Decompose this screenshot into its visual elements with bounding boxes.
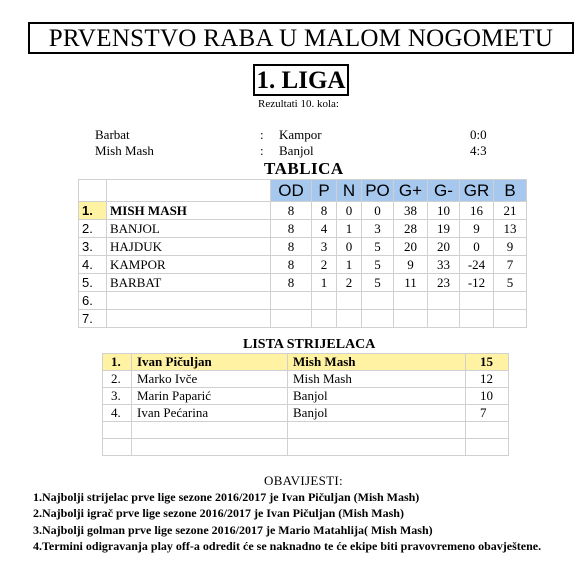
col-po: PO [362, 180, 394, 202]
scorer-name [132, 422, 288, 439]
stat-cell: 8 [271, 238, 312, 256]
standings-title: TABLICA [264, 159, 344, 178]
stat-cell: 38 [394, 202, 428, 220]
team-cell [107, 292, 271, 310]
stat-cell: 11 [394, 274, 428, 292]
stat-cell [460, 310, 494, 328]
result-1-score: 0:0 [470, 127, 487, 142]
table-row [103, 371, 509, 388]
stat-cell: 2 [312, 256, 337, 274]
stat-cell [337, 292, 362, 310]
stat-cell [362, 292, 394, 310]
scorer-rank: 4. [103, 405, 132, 422]
stat-cell: 7 [494, 256, 527, 274]
team-cell: BANJOL [107, 220, 271, 238]
stat-cell [271, 310, 312, 328]
stat-cell: 13 [494, 220, 527, 238]
table-row [79, 238, 527, 256]
stat-cell: 3 [362, 220, 394, 238]
stat-cell: 9 [460, 220, 494, 238]
scorer-name: Marin Paparić [132, 388, 288, 405]
rank-cell: 4. [79, 256, 107, 274]
notice-item: 2.Najbolji igrač prve lige sezone 2016/2017 je Ivan Pičuljan (Mish Mash) [33, 506, 404, 521]
rank-cell: 6. [79, 292, 107, 310]
table-row [103, 405, 509, 422]
stat-cell: 33 [428, 256, 460, 274]
stat-cell [312, 310, 337, 328]
stat-cell [494, 292, 527, 310]
stat-cell: 1 [312, 274, 337, 292]
team-cell: KAMPOR [107, 256, 271, 274]
scorer-goals: 10 [466, 388, 509, 405]
stat-cell: -24 [460, 256, 494, 274]
stat-cell: 0 [460, 238, 494, 256]
result-1-sep: : [260, 127, 264, 142]
standings-header-row [79, 180, 527, 202]
col-b: B [494, 180, 527, 202]
team-cell: HAJDUK [107, 238, 271, 256]
scorer-rank: 1. [103, 354, 132, 371]
notice-item: 3.Najbolji golman prve lige sezone 2016/2017 je Mario Matahlija( Mish Mash) [33, 522, 433, 537]
table-row [103, 354, 509, 371]
notices-title: OBAVIJESTI: [264, 473, 343, 488]
table-row [103, 388, 509, 405]
table-row [79, 220, 527, 238]
stat-cell: 0 [337, 202, 362, 220]
team-cell: MISH MASH [107, 202, 271, 220]
stat-cell: 3 [312, 238, 337, 256]
stat-cell: 0 [362, 202, 394, 220]
team-cell [107, 310, 271, 328]
result-2-home: Mish Mash [95, 143, 154, 158]
col-g-plus: G+ [394, 180, 428, 202]
scorer-name: Marko Ivče [132, 371, 288, 388]
table-row [103, 439, 509, 456]
rank-cell: 7. [79, 310, 107, 328]
stat-cell [428, 292, 460, 310]
stat-cell [312, 292, 337, 310]
table-row [79, 310, 527, 328]
stat-cell: 5 [494, 274, 527, 292]
scorers-title: LISTA STRIJELACA [243, 337, 376, 352]
stat-cell [394, 292, 428, 310]
rank-cell: 2. [79, 220, 107, 238]
stat-cell: 21 [494, 202, 527, 220]
col-od: OD [271, 180, 312, 202]
team-cell: BARBAT [107, 274, 271, 292]
stat-cell: 23 [428, 274, 460, 292]
rank-cell: 5. [79, 274, 107, 292]
col-g-minus: G- [428, 180, 460, 202]
table-row [103, 422, 509, 439]
stat-cell: -12 [460, 274, 494, 292]
scorer-rank [103, 422, 132, 439]
rank-cell: 1. [79, 202, 107, 220]
stat-cell: 9 [394, 256, 428, 274]
page-title: PRVENSTVO RABA U MALOM NOGOMETU [28, 22, 574, 54]
stat-cell: 8 [312, 202, 337, 220]
stat-cell: 2 [337, 274, 362, 292]
stat-cell: 8 [271, 274, 312, 292]
scorer-rank: 3. [103, 388, 132, 405]
scorer-goals [466, 422, 509, 439]
stat-cell: 20 [428, 238, 460, 256]
scorer-name [132, 439, 288, 456]
scorer-goals: 12 [466, 371, 509, 388]
stat-cell: 9 [494, 238, 527, 256]
result-2-score: 4:3 [470, 143, 487, 158]
stat-cell [271, 292, 312, 310]
col-n: N [337, 180, 362, 202]
scorer-rank [103, 439, 132, 456]
table-row [79, 202, 527, 220]
league-title: 1. LIGA [253, 64, 349, 96]
stat-cell: 4 [312, 220, 337, 238]
stat-cell: 16 [460, 202, 494, 220]
header-rank-cell [79, 180, 107, 202]
stat-cell: 28 [394, 220, 428, 238]
stat-cell: 19 [428, 220, 460, 238]
stat-cell [362, 310, 394, 328]
scorer-rank: 2. [103, 371, 132, 388]
stat-cell: 5 [362, 274, 394, 292]
header-team-cell [107, 180, 271, 202]
result-2-away: Banjol [279, 143, 314, 158]
scorers-table [102, 353, 509, 456]
stat-cell: 20 [394, 238, 428, 256]
stat-cell [337, 310, 362, 328]
scorer-club: Banjol [288, 388, 466, 405]
stat-cell: 1 [337, 256, 362, 274]
stat-cell: 5 [362, 256, 394, 274]
scorer-club: Mish Mash [288, 371, 466, 388]
col-p: P [312, 180, 337, 202]
notice-item: 1.Najbolji strijelac prve lige sezone 2016/2017 je Ivan Pičuljan (Mish Mash) [33, 490, 420, 504]
result-2-sep: : [260, 143, 264, 158]
scorer-goals: 7 [466, 405, 509, 422]
table-row [79, 256, 527, 274]
scorer-goals [466, 439, 509, 456]
notice-item: 4.Termini odigravanja play off-a odredit će se naknadno te će ekipe biti pravovremeno obavještene. [33, 539, 542, 554]
stat-cell: 5 [362, 238, 394, 256]
stat-cell [460, 292, 494, 310]
scorer-club [288, 439, 466, 456]
stat-cell: 1 [337, 220, 362, 238]
stat-cell: 0 [337, 238, 362, 256]
scorer-club: Banjol [288, 405, 466, 422]
result-1-home: Barbat [95, 127, 130, 142]
stat-cell: 8 [271, 256, 312, 274]
table-row [79, 292, 527, 310]
table-row [79, 274, 527, 292]
scorer-name: Ivan Pičuljan [132, 354, 288, 371]
stat-cell: 10 [428, 202, 460, 220]
col-gr: GR [460, 180, 494, 202]
stat-cell [394, 310, 428, 328]
rank-cell: 3. [79, 238, 107, 256]
scorer-club [288, 422, 466, 439]
standings-table [78, 179, 527, 328]
stat-cell: 8 [271, 202, 312, 220]
stat-cell [494, 310, 527, 328]
notices-list [33, 489, 573, 555]
result-1-away: Kampor [279, 127, 322, 142]
results-subtitle: Rezultati 10. kola: [258, 98, 339, 110]
stat-cell: 8 [271, 220, 312, 238]
scorer-club: Mish Mash [288, 354, 466, 371]
stat-cell [428, 310, 460, 328]
scorer-name: Ivan Pećarina [132, 405, 288, 422]
scorer-goals: 15 [466, 354, 509, 371]
